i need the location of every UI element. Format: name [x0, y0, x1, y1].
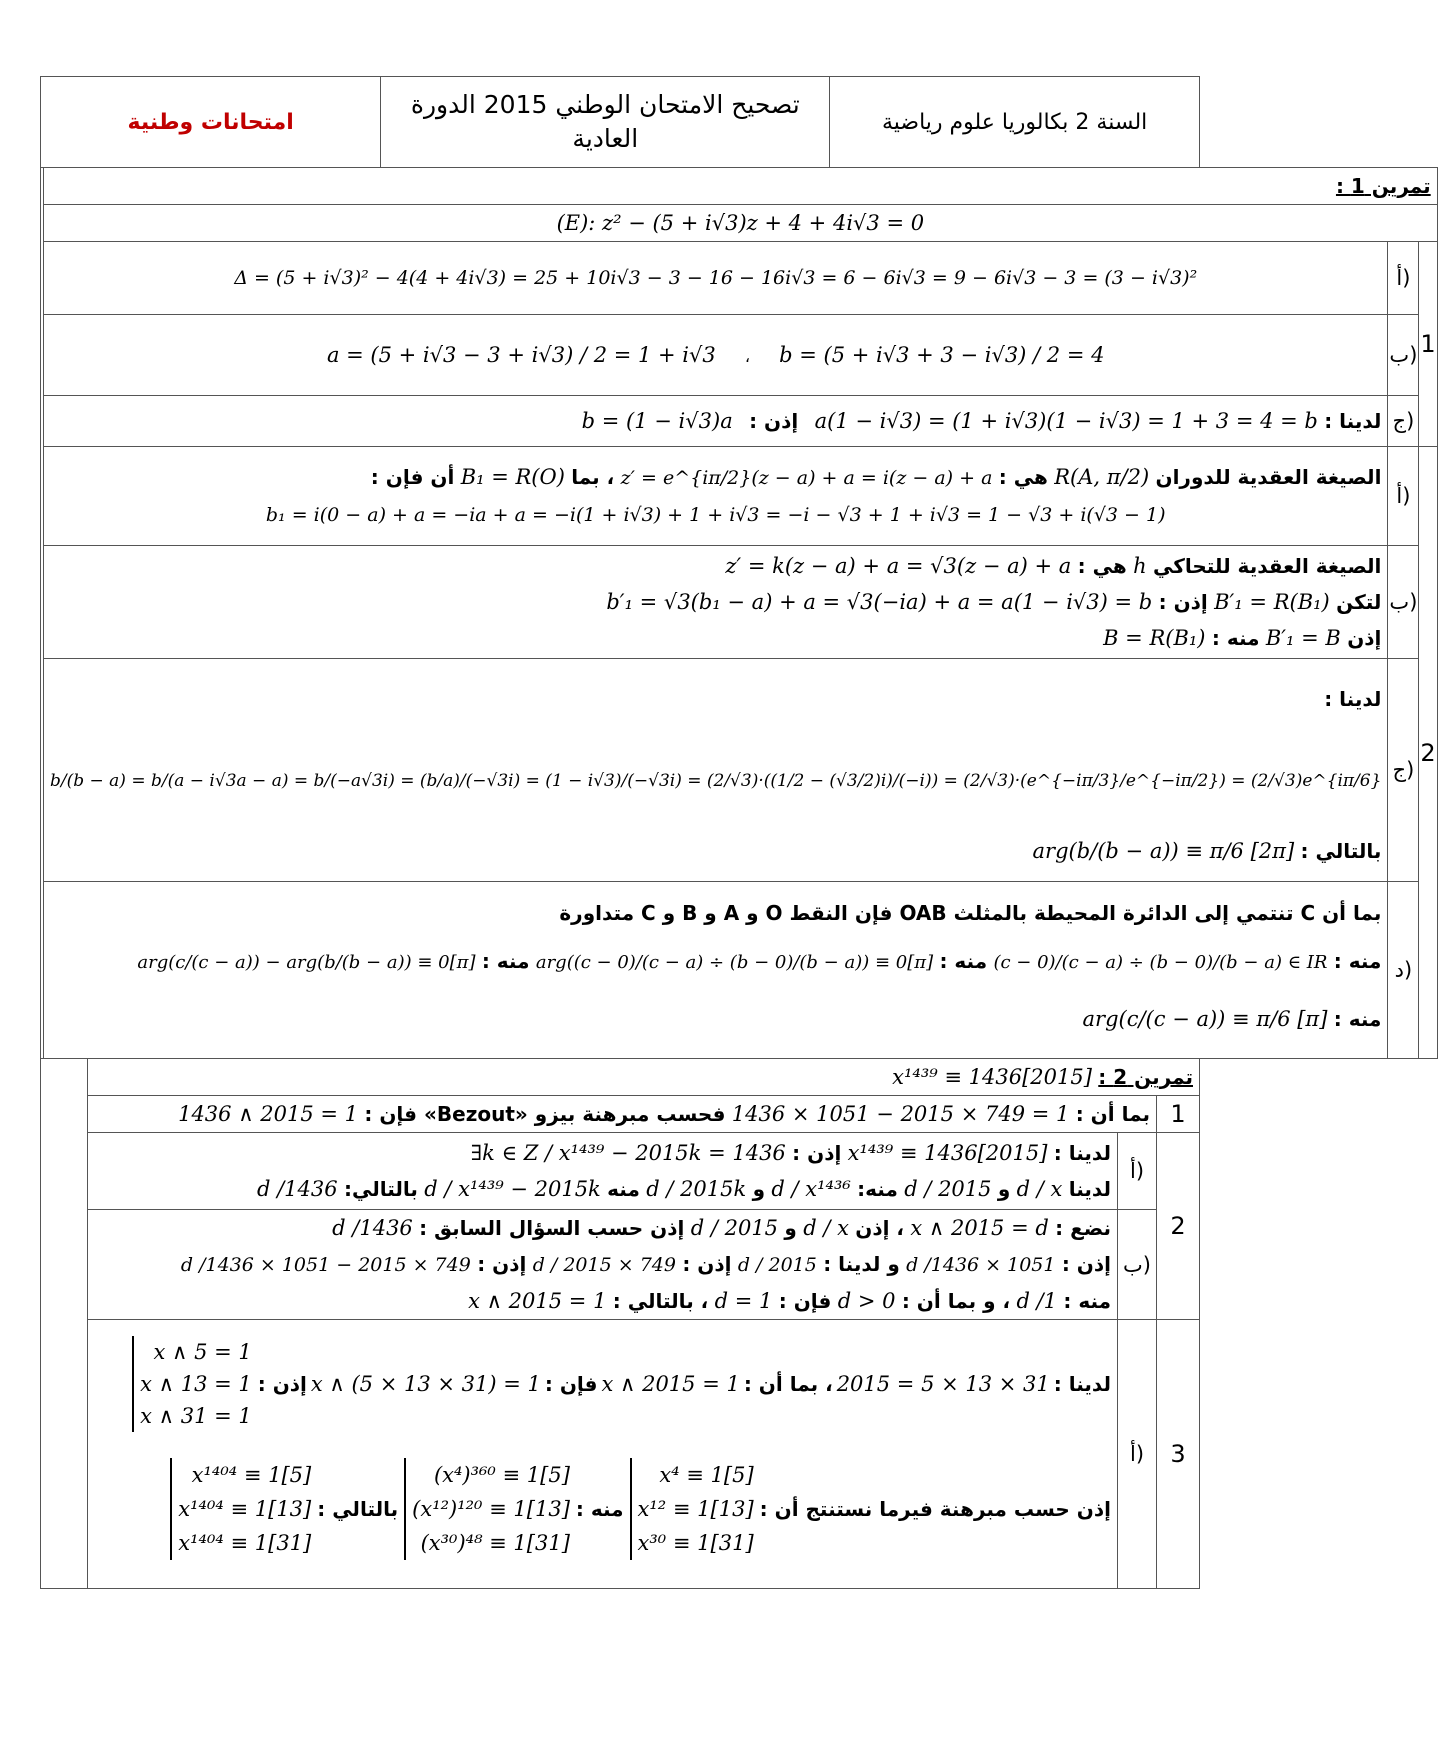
exercise-2-title: تمرين 2 : x¹⁴³⁹ ≡ 1436[2015] — [88, 1059, 1200, 1096]
ex2-q3-a-label: أ) — [1118, 1320, 1157, 1589]
ex2-q2-number: 2 — [1157, 1133, 1200, 1320]
header-title-line2: العادية — [572, 124, 639, 153]
q1-a-label: أ) — [1388, 242, 1419, 315]
ex2-q2-b-label: ب) — [1118, 1210, 1157, 1320]
q1-c-content: لدينا : a(1 − i√3) = (1 + i√3)(1 − i√3) = 1 + 3 = 4 = b إذن : b = (1 − i√3)a — [44, 396, 1388, 447]
q2-a-content: الصيغة العقدية للدوران R(A, π/2) هي : z′ = e^{iπ/2}(z − a) + a = i(z − a) + a ، بما B₁ = R(O) أن فإن : b₁ = i(0 − a) + a = −ia + a = −i(1 + i√3) + 1 + i√3 = −i − √3 + 1 + i√3 = 1 − √3 + i(√3 − 1) — [44, 447, 1388, 546]
exercise-1-title: تمرين 1 : — [44, 168, 1438, 205]
q2-number: 2 — [1419, 447, 1437, 1059]
q1-b-content: a = (5 + i√3 − 3 + i√3) / 2 = 1 + i√3 ، b = (5 + i√3 + 3 − i√3) / 2 = 4 — [44, 315, 1388, 396]
ex2-q2-b-content: نضع : x ∧ 2015 = d ، إذن d / x و d / 2015 إذن حسب السؤال السابق : d /1436 إذن : d /1436 × 1051 و لدينا : d / 2015 إذن : d / 2015 × 749 إذن : d /1436 × 1051 − 2015 × 749 منه : d /1 ، و بما أن : d > 0 فإن : d = 1 ، بالتالي : x ∧ 2015 = 1 — [88, 1210, 1118, 1320]
q1-number: 1 — [1419, 242, 1437, 447]
document-page — [40, 76, 1436, 1589]
q1-a-content: Δ = (5 + i√3)² − 4(4 + 4i√3) = 25 + 10i√3 − 3 − 16 − 16i√3 = 6 − 6i√3 = 9 − 6i√3 − 3 = (3 − i√3)² — [44, 242, 1388, 315]
q2-b-label: ب) — [1388, 546, 1419, 659]
q2-a-label: أ) — [1388, 447, 1419, 546]
ex2-q1-content: بما أن : 1436 × 1051 − 2015 × 749 = 1 فحسب مبرهنة بيزو «Bezout» فإن : 1436 ∧ 2015 = 1 — [88, 1096, 1157, 1133]
header-title-line1: تصحيح الامتحان الوطني 2015 الدورة — [410, 90, 800, 119]
q2-c-label: ج) — [1388, 659, 1419, 882]
ex2-q1-number: 1 — [1157, 1096, 1200, 1133]
exercise-2-table — [40, 1058, 1200, 1589]
q2-c-content: لدينا : b/(b − a) = b/(a − i√3a − a) = b/(−a√3i) = (b/a)/(−√3i) = (1 − i√3)/(−√3i) = (2/√3)·((1/2 − (√3/2)i)/(−i)) = (2/√3)·(e^{−iπ/3}/e^{−iπ/2}) = (2/√3)e^{iπ/6} بالتالي : arg(b/(b − a)) ≡ π/6 [2π] — [44, 659, 1388, 882]
exercise-1-equation: (E): z² − (5 + i√3)z + 4 + 4i√3 = 0 — [44, 205, 1438, 242]
ex2-q2-a-label: أ) — [1118, 1133, 1157, 1210]
system-3: (x⁴)³⁶⁰ ≡ 1[5] (x¹²)¹²⁰ ≡ 1[13] (x³⁰)⁴⁸ ≡ 1[31] — [404, 1458, 570, 1560]
left-margin-2 — [41, 1059, 88, 1589]
system-2: x⁴ ≡ 1[5] x¹² ≡ 1[13] x³⁰ ≡ 1[31] — [630, 1458, 754, 1560]
q1-b-label: ب) — [1388, 315, 1419, 396]
ex2-q3-a-content: لدينا : 2015 = 5 × 13 × 31 ، بما أن : x ∧ 2015 = 1 فإن : x ∧ (5 × 13 × 31) = 1 إذن : x ∧ 5 = 1 x ∧ 13 = 1 x ∧ 31 = 1 إذن حسب مبرهنة فيرما نستنتج أن : x⁴ ≡ 1[5] x¹² ≡ 1[13] x³⁰ ≡ 1[31] منه : (x⁴)³⁶⁰ ≡ 1[5] (x¹²)¹²⁰ ≡ 1[13] (x³⁰)⁴⁸ ≡ 1[31] بالتالي : x¹⁴⁰⁴ ≡ 1[5] x¹⁴⁰⁴ ≡ 1[13] x¹⁴⁰⁴ ≡ 1[31] — [88, 1320, 1118, 1589]
system-1: x ∧ 5 = 1 x ∧ 13 = 1 x ∧ 31 = 1 — [132, 1336, 252, 1432]
header-table — [40, 76, 1200, 168]
q1-c-label: ج) — [1388, 396, 1419, 447]
ex2-q2-a-content: لدينا : x¹⁴³⁹ ≡ 1436[2015] إذن : ∃k ∈ Z / x¹⁴³⁹ − 2015k = 1436 لدينا d / x و d / 2015 منه: d / x¹⁴³⁶ و d / 2015k منه d / x¹⁴³⁹ − 2015k بالتالي: d /1436 — [88, 1133, 1118, 1210]
q2-d-label: د) — [1388, 882, 1419, 1059]
ex2-q3-number: 3 — [1157, 1320, 1200, 1589]
exercise-1-table — [40, 167, 1438, 1059]
system-4: x¹⁴⁰⁴ ≡ 1[5] x¹⁴⁰⁴ ≡ 1[13] x¹⁴⁰⁴ ≡ 1[31] — [170, 1458, 311, 1560]
q2-d-content: بما أن C تنتمي إلى الدائرة المحيطة بالمثلث OAB فإن النقط O و A و B و C متداورة منه : (c − 0)/(c − a) ÷ (b − 0)/(b − a) ∈ IR منه : arg((c − 0)/(c − a) ÷ (b − 0)/(b − a)) ≡ 0[π] منه : arg(c/(c − a)) − arg(b/(b − a)) ≡ 0[π] منه : arg(c/(c − a)) ≡ π/6 [π] — [44, 882, 1388, 1059]
header-level: السنة 2 بكالوريا علوم رياضية — [830, 77, 1200, 168]
header-brand: امتحانات وطنية — [41, 77, 381, 168]
header-title — [381, 77, 830, 168]
q2-b-content: الصيغة العقدية للتحاكي h هي : z′ = k(z − a) + a = √3(z − a) + a لتكن B′₁ = R(B₁) إذن : b′₁ = √3(b₁ − a) + a = √3(−ia) + a = a(1 − i√3) = b إذن B′₁ = B منه : B = R(B₁) — [44, 546, 1388, 659]
